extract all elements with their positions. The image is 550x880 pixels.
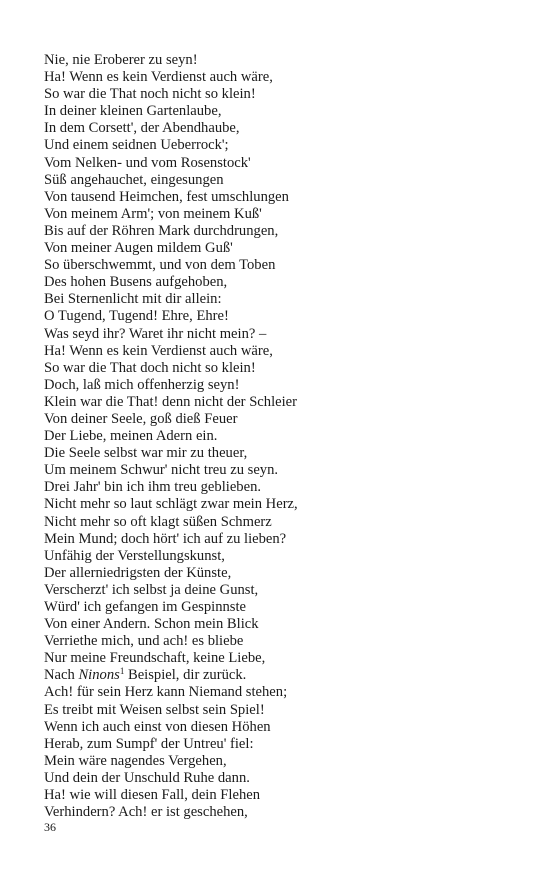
poem-line: Verhindern? Ach! er ist geschehen, <box>44 804 248 821</box>
poem-line: Nicht mehr so laut schlägt zwar mein Herz, <box>44 496 298 513</box>
page-number: 36 <box>44 820 56 834</box>
poem-line: Herab, zum Sumpf' der Untreu' fiel: <box>44 735 254 752</box>
poem-line: Nur meine Freundschaft, keine Liebe, <box>44 650 266 667</box>
poem-line: Von meiner Augen mildem Guß' <box>44 240 233 257</box>
poem-line: Würd' ich gefangen im Gespinnste <box>44 599 247 615</box>
poem-line: Nie, nie Eroberer zu seyn! <box>44 52 198 68</box>
poem-line: Ha! Wenn es kein Verdienst auch wäre, <box>44 342 273 359</box>
poem-line: In dem Corsett', der Abendhaube, <box>44 120 240 137</box>
poem-line: So überschwemmt, und von dem Toben <box>44 257 276 274</box>
italic-name: Ninons <box>78 667 120 684</box>
poem-line: Drei Jahr' bin ich ihm treu geblieben. <box>44 479 262 496</box>
poem-line: Ha! wie will diesen Fall, dein Flehen <box>44 787 261 804</box>
poem-line: Bis auf der Röhren Mark durchdrungen, <box>44 222 279 239</box>
poem-line: Um meinem Schwur' nicht treu zu seyn. <box>44 462 279 479</box>
poem-line: Verscherzt' ich selbst ja deine Gunst, <box>44 581 259 598</box>
poem-line: Die Seele selbst war mir zu theuer, <box>44 445 248 462</box>
poem-line: Unfähig der Verstellungskunst, <box>44 547 225 564</box>
poem-line: Was seyd ihr? Waret ihr nicht mein? – <box>44 325 267 342</box>
poem-line: Verriethe mich, und ach! es bliebe <box>44 633 244 650</box>
poem-line: Des hohen Busens aufgehoben, <box>44 274 228 291</box>
poem-line: Doch, laß mich offenherzig seyn! <box>44 376 240 393</box>
poem-text <box>44 52 298 821</box>
poem-line-footnoted <box>44 667 298 684</box>
poem-line: Mein Mund; doch hört' ich auf zu lieben? <box>44 530 287 547</box>
poem-line: Ach! für sein Herz kann Niemand stehen; <box>44 684 288 701</box>
poem-line: Es treibt mit Weisen selbst sein Spiel! <box>44 701 265 718</box>
poem-line: Und dein der Unschuld Ruhe dann. <box>44 769 250 786</box>
poem-line: Wenn ich auch einst von diesen Höhen <box>44 718 271 735</box>
poem-line: Nicht mehr so oft klagt süßen Schmerz <box>44 513 272 530</box>
poem-line: Von deiner Seele, goß dieß Feuer <box>44 410 238 427</box>
poem-line: So war die That doch nicht so klein! <box>44 359 256 376</box>
poem-line: Der Liebe, meinen Adern ein. <box>44 428 218 445</box>
poem-line: O Tugend, Tugend! Ehre, Ehre! <box>44 308 229 325</box>
poem-line: Süß angehauchet, eingesungen <box>44 171 224 188</box>
poem-line: Vom Nelken- und vom Rosenstock' <box>44 154 251 171</box>
poem-line: Klein war die That! denn nicht der Schleier <box>44 393 298 410</box>
poem-line: Und einem seidnen Ueberrock'; <box>44 137 229 154</box>
poem-line: Mein wäre nagendes Vergehen, <box>44 752 227 769</box>
poem-line: So war die That noch nicht so klein! <box>44 86 256 103</box>
footnote-marker[interactable]: 1 <box>119 666 125 677</box>
poem-line: Ha! Wenn es kein Verdienst auch wäre, <box>44 69 273 86</box>
poem-line: Von tausend Heimchen, fest umschlungen <box>44 188 289 205</box>
line-suffix: Beispiel, dir zurück. <box>124 667 247 684</box>
poem-line: In deiner kleinen Gartenlaube, <box>44 103 222 120</box>
poem-line: Der allerniedrigsten der Künste, <box>44 564 232 581</box>
poem-line: Bei Sternenlicht mit dir allein: <box>44 291 222 308</box>
line-prefix: Nach <box>44 667 79 684</box>
poem-line: Von einer Andern. Schon mein Blick <box>44 616 259 633</box>
poem-line: Von meinem Arm'; von meinem Kuß' <box>44 205 262 222</box>
